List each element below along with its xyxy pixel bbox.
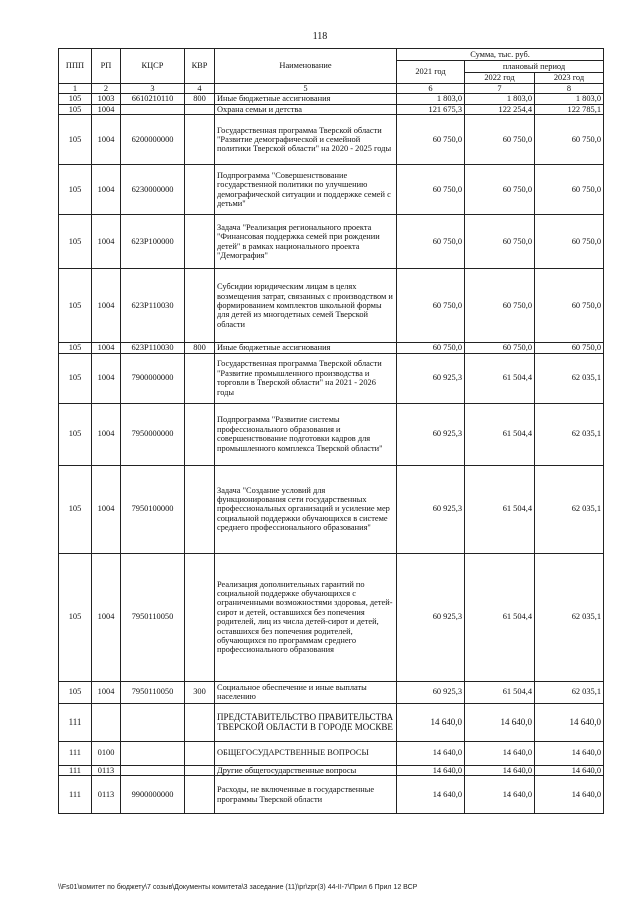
cell-2023: 60 750,0 (535, 343, 604, 353)
cell-name: Иные бюджетные ассигнования (215, 343, 397, 353)
cell-2022: 14 640,0 (465, 703, 535, 741)
cell-ppp: 105 (59, 465, 92, 553)
cell-2023: 62 035,1 (535, 681, 604, 703)
header-plan-period: плановый период (465, 61, 604, 73)
cell-kvr (185, 215, 215, 269)
table-row (59, 703, 604, 741)
cell-2022: 60 750,0 (465, 115, 535, 165)
cell-2021: 60 925,3 (397, 681, 465, 703)
column-number: 5 (215, 84, 397, 94)
cell-ppp: 105 (59, 94, 92, 104)
cell-2023: 60 750,0 (535, 269, 604, 343)
cell-2023: 60 750,0 (535, 165, 604, 215)
cell-2021: 60 925,3 (397, 465, 465, 553)
cell-ppp: 105 (59, 104, 92, 114)
header-kcsr: КЦСР (121, 49, 185, 84)
cell-ppp: 105 (59, 165, 92, 215)
cell-name: Государственная программа Тверской области "Развитие демографической и семейной политики Тверской области" на 2020 - 2025 годы (215, 115, 397, 165)
cell-2021: 60 750,0 (397, 343, 465, 353)
cell-kvr (185, 765, 215, 775)
cell-kcsr: 6200000000 (121, 115, 185, 165)
cell-2023: 14 640,0 (535, 765, 604, 775)
cell-2022: 61 504,4 (465, 553, 535, 681)
page-number: 118 (312, 31, 328, 42)
cell-2022: 122 254,4 (465, 104, 535, 114)
table-row (59, 353, 604, 403)
cell-name: Задача "Создание условий для функционирования сети государственных профессиональных организаций и усиление мер социальной поддержки обучающихся в системе среднего профессионального образования" (215, 465, 397, 553)
cell-ppp: 105 (59, 353, 92, 403)
cell-kvr (185, 403, 215, 465)
cell-rp: 1003 (92, 94, 121, 104)
cell-name: Государственная программа Тверской области "Развитие промышленного производства и торговли в Тверской области" на 2021 - 2026 годы (215, 353, 397, 403)
cell-2023: 122 785,1 (535, 104, 604, 114)
cell-kcsr (121, 104, 185, 114)
header-year-2022: 2022 год (465, 73, 535, 84)
cell-kcsr: 7950110050 (121, 553, 185, 681)
cell-ppp: 105 (59, 553, 92, 681)
cell-kcsr: 6610210110 (121, 94, 185, 104)
cell-kvr (185, 553, 215, 681)
cell-2023: 14 640,0 (535, 776, 604, 814)
column-numbers-row (59, 84, 604, 94)
cell-kvr: 300 (185, 681, 215, 703)
table-row (59, 115, 604, 165)
cell-2021: 60 750,0 (397, 269, 465, 343)
cell-2023: 62 035,1 (535, 553, 604, 681)
cell-rp (92, 703, 121, 741)
cell-rp: 1004 (92, 353, 121, 403)
table-row (59, 165, 604, 215)
cell-rp: 0100 (92, 741, 121, 765)
table-row (59, 553, 604, 681)
cell-2021: 14 640,0 (397, 703, 465, 741)
column-number: 8 (535, 84, 604, 94)
cell-ppp: 105 (59, 269, 92, 343)
cell-ppp: 111 (59, 703, 92, 741)
cell-name: Расходы, не включенные в государственные программы Тверской области (215, 776, 397, 814)
cell-ppp: 111 (59, 765, 92, 775)
column-number: 2 (92, 84, 121, 94)
header-year-2021: 2021 год (397, 61, 465, 84)
cell-2021: 60 750,0 (397, 115, 465, 165)
cell-2023: 60 750,0 (535, 115, 604, 165)
cell-rp: 1004 (92, 681, 121, 703)
cell-name: Задача "Реализация регионального проекта "Финансовая поддержка семей при рождении детей" в рамках национального проекта "Демография" (215, 215, 397, 269)
header-name: Наименование (215, 49, 397, 84)
cell-name: Субсидии юридическим лицам в целях возмещения затрат, связанных с производством и формированием комплектов школьной формы для детей из многодетных семей Тверской области (215, 269, 397, 343)
header-sum: Сумма, тыс. руб. (397, 49, 604, 61)
cell-kcsr (121, 765, 185, 775)
cell-2023: 62 035,1 (535, 403, 604, 465)
cell-kvr (185, 741, 215, 765)
cell-2022: 61 504,4 (465, 403, 535, 465)
header-rp: РП (92, 49, 121, 84)
table-row (59, 765, 604, 775)
cell-kcsr: 623P110030 (121, 269, 185, 343)
cell-kvr: 800 (185, 94, 215, 104)
cell-2022: 1 803,0 (465, 94, 535, 104)
cell-ppp: 111 (59, 776, 92, 814)
cell-rp: 1004 (92, 553, 121, 681)
cell-name: Иные бюджетные ассигнования (215, 94, 397, 104)
cell-ppp: 111 (59, 741, 92, 765)
cell-kcsr: 7950000000 (121, 403, 185, 465)
cell-rp: 0113 (92, 765, 121, 775)
cell-kvr (185, 776, 215, 814)
header-ppp: ППП (59, 49, 92, 84)
cell-kvr (185, 165, 215, 215)
cell-2022: 61 504,4 (465, 465, 535, 553)
cell-kvr (185, 115, 215, 165)
cell-kcsr: 6230000000 (121, 165, 185, 215)
cell-kcsr (121, 741, 185, 765)
cell-kcsr: 7950100000 (121, 465, 185, 553)
cell-kcsr: 9900000000 (121, 776, 185, 814)
cell-2023: 1 803,0 (535, 94, 604, 104)
cell-2023: 62 035,1 (535, 353, 604, 403)
table-row (59, 269, 604, 343)
header-kvr: КВР (185, 49, 215, 84)
cell-2023: 14 640,0 (535, 741, 604, 765)
cell-2023: 14 640,0 (535, 703, 604, 741)
column-number: 7 (465, 84, 535, 94)
cell-kcsr: 7950110050 (121, 681, 185, 703)
cell-2022: 14 640,0 (465, 776, 535, 814)
cell-2022: 14 640,0 (465, 741, 535, 765)
cell-name: Подпрограмма "Совершенствование государственной политики по улучшению демографической ситуации и поддержке семей с детьми" (215, 165, 397, 215)
table-row (59, 741, 604, 765)
cell-ppp: 105 (59, 681, 92, 703)
cell-2022: 14 640,0 (465, 765, 535, 775)
table-row (59, 215, 604, 269)
cell-name: Социальное обеспечение и иные выплаты населению (215, 681, 397, 703)
cell-2022: 61 504,4 (465, 681, 535, 703)
cell-2021: 14 640,0 (397, 765, 465, 775)
cell-ppp: 105 (59, 343, 92, 353)
column-number: 6 (397, 84, 465, 94)
cell-kcsr: 623P110030 (121, 343, 185, 353)
cell-kvr: 800 (185, 343, 215, 353)
cell-2021: 60 925,3 (397, 553, 465, 681)
cell-2021: 60 925,3 (397, 403, 465, 465)
cell-2022: 60 750,0 (465, 215, 535, 269)
cell-2021: 14 640,0 (397, 776, 465, 814)
cell-ppp: 105 (59, 403, 92, 465)
cell-2021: 60 750,0 (397, 165, 465, 215)
cell-2021: 60 925,3 (397, 353, 465, 403)
table-row (59, 403, 604, 465)
table-row (59, 343, 604, 353)
cell-2021: 60 750,0 (397, 215, 465, 269)
cell-kcsr (121, 703, 185, 741)
cell-2021: 1 803,0 (397, 94, 465, 104)
cell-2022: 61 504,4 (465, 353, 535, 403)
cell-name: Реализация дополнительных гарантий по социальной поддержке обучающихся с ограниченными возможностями здоровья, детей-сирот и детей, оставшихся без попечения родителей, лиц из числа детей-сирот и детей, оставшихся без попечения родителей, обучающихся по программам среднего профессионального образования (215, 553, 397, 681)
cell-name: Охрана семьи и детства (215, 104, 397, 114)
cell-kvr (185, 104, 215, 114)
cell-2022: 60 750,0 (465, 343, 535, 353)
cell-rp: 1004 (92, 215, 121, 269)
cell-kvr (185, 703, 215, 741)
column-number: 3 (121, 84, 185, 94)
cell-ppp: 105 (59, 115, 92, 165)
cell-rp: 1004 (92, 343, 121, 353)
cell-kvr (185, 353, 215, 403)
cell-kvr (185, 269, 215, 343)
table-row (59, 776, 604, 814)
cell-name: Подпрограмма "Развитие системы профессионального образования и совершенствование подготовки кадров для промышленного комплекса Тверской области" (215, 403, 397, 465)
cell-rp: 1004 (92, 269, 121, 343)
table-row (59, 94, 604, 104)
cell-kvr (185, 465, 215, 553)
cell-rp: 1004 (92, 403, 121, 465)
cell-2022: 60 750,0 (465, 165, 535, 215)
cell-kcsr: 7900000000 (121, 353, 185, 403)
cell-rp: 1004 (92, 465, 121, 553)
cell-kcsr: 623P100000 (121, 215, 185, 269)
header-year-2023: 2023 год (535, 73, 604, 84)
cell-2023: 62 035,1 (535, 465, 604, 553)
cell-name: ПРЕДСТАВИТЕЛЬСТВО ПРАВИТЕЛЬСТВА ТВЕРСКОЙ ОБЛАСТИ В ГОРОДЕ МОСКВЕ (215, 703, 397, 741)
cell-rp: 1004 (92, 115, 121, 165)
column-number: 4 (185, 84, 215, 94)
table-row (59, 465, 604, 553)
cell-rp: 1004 (92, 165, 121, 215)
cell-2022: 60 750,0 (465, 269, 535, 343)
cell-2021: 121 675,3 (397, 104, 465, 114)
table-row (59, 104, 604, 114)
cell-name: ОБЩЕГОСУДАРСТВЕННЫЕ ВОПРОСЫ (215, 741, 397, 765)
cell-rp: 0113 (92, 776, 121, 814)
cell-2023: 60 750,0 (535, 215, 604, 269)
cell-rp: 1004 (92, 104, 121, 114)
cell-ppp: 105 (59, 215, 92, 269)
cell-name: Другие общегосударственные вопросы (215, 765, 397, 775)
budget-table (58, 48, 604, 814)
table-row (59, 681, 604, 703)
column-number: 1 (59, 84, 92, 94)
footer-file-path: \\Fs01\комитет по бюджету\7 созыв\Документы комитета\3 заседание (11)\pr\zpr(3) 44-II-7\Прил 6 Прил 12 ВСР (58, 884, 418, 891)
cell-2021: 14 640,0 (397, 741, 465, 765)
